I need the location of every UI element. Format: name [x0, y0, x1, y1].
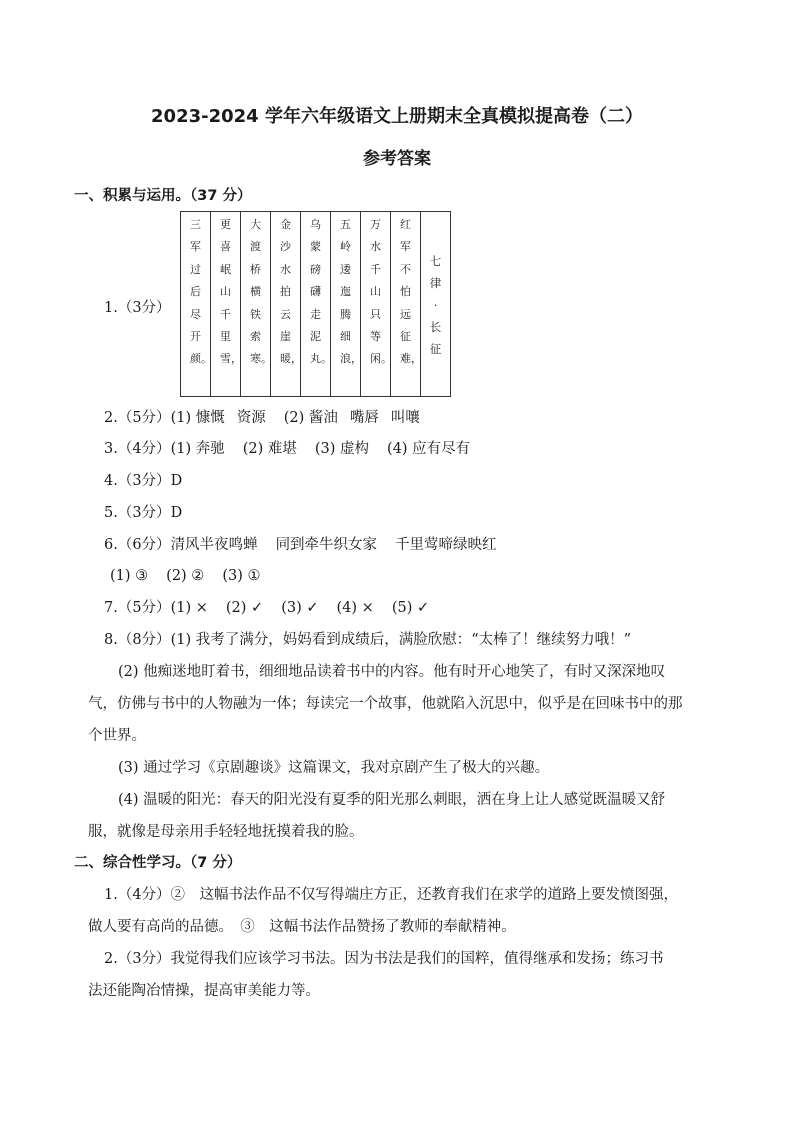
s2-q2-line1: 2.（3分）我觉得我们应该学习书法。因为书法是我们的国粹，值得继承和发扬；练习书 [104, 951, 664, 967]
s2-q1-line1: 1.（4分）② 这幅书法作品不仅写得端庄方正，还教育我们在求学的道路上要发愤图强， [104, 887, 679, 903]
q8-part2-line1: (2) 他痴迷地盯着书，细细地品读着书中的内容。他有时开心地笑了，有时又深深地叹 [118, 664, 666, 680]
section-heading-1: 一、积累与运用。（37 分） [74, 188, 252, 204]
poem-column: 万水千山只等闲。 [361, 212, 391, 397]
poem-column: 三军过后尽开颜。 [181, 212, 211, 397]
poem-column: 红军不怕远征难， [391, 212, 421, 397]
s2-q2-line2: 法还能陶冶情操，提高审美能力等。 [88, 983, 320, 999]
q8-part4-line1: (4) 温暖的阳光：春天的阳光没有夏季的阳光那么刺眼，洒在身上让人感觉既温暖又舒 [118, 792, 666, 808]
q3-answer: 3.（4分）(1) 奔驰 (2) 难堪 (3) 虚构 (4) 应有尽有 [104, 441, 471, 457]
poem-column: 更喜岷山千里雪， [211, 212, 241, 397]
q6-answer: 6.（6分）清风半夜鸣蝉 同到牵牛织女家 千里莺啼绿映红 [104, 537, 497, 553]
q8-part2-line2: 气，仿佛与书中的人物融为一体；每读完一个故事，他就陷入沉思中，似乎是在回味书中的那 [88, 696, 683, 712]
q4-answer: 4.（3分）D [104, 473, 183, 489]
poem-column: 乌蒙磅礴走泥丸。 [301, 212, 331, 397]
q1-label: 1.（3分） [104, 300, 171, 316]
section-heading-2: 二、综合性学习。（7 分） [74, 855, 242, 871]
q8-part4-line2: 服，就像是母亲用手轻轻地抚摸着我的脸。 [88, 824, 364, 840]
page-subtitle: 参考答案 [363, 149, 431, 169]
q7-answer: 7.（5分）(1) × (2) ✓ (3) ✓ (4) × (5) ✓ [104, 600, 430, 616]
poem-column: 五岭逶迤腾细浪， [331, 212, 361, 397]
poem-grid [180, 211, 451, 397]
q8-part2-line3: 个世界。 [88, 728, 146, 744]
page-title: 2023-2024 学年六年级语文上册期末全真模拟提高卷（二） [151, 106, 643, 127]
q8-part3: (3) 通过学习《京剧趣谈》这篇课文，我对京剧产生了极大的兴趣。 [118, 760, 550, 776]
poem-title-column: 七律·长征 [421, 212, 451, 397]
poem-column: 大渡桥横铁索寒。 [241, 212, 271, 397]
poem-column: 金沙水拍云崖暖， [271, 212, 301, 397]
q6-sub-answer: (1) ③ (2) ② (3) ① [110, 568, 261, 584]
q2-answer: 2.（5分）(1) 慷慨 资源 (2) 酱油 嘴唇 叫嚷 [104, 410, 420, 426]
q8-part1: 8.（8分）(1) 我考了满分，妈妈看到成绩后，满脸欣慰：“太棒了！继续努力哦！” [104, 632, 632, 648]
s2-q1-line2: 做人要有高尚的品德。 ③ 这幅书法作品赞扬了教师的奉献精神。 [88, 919, 516, 935]
q5-answer: 5.（3分）D [104, 505, 183, 521]
